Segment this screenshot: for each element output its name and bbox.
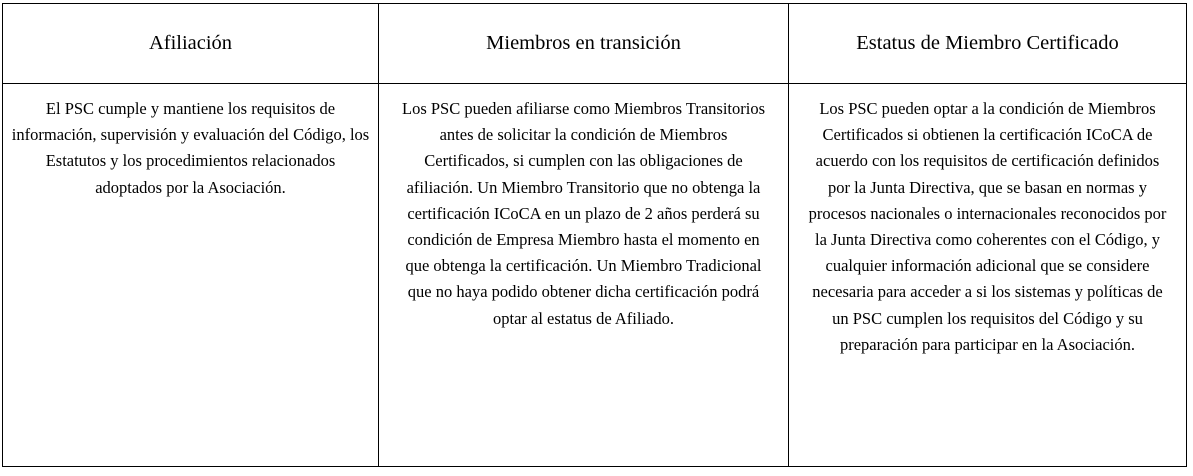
header-miembros-transicion: Miembros en transición [486,32,681,54]
body-cell-afiliacion: El PSC cumple y mantiene los requisitos de información, supervisión y evaluación del Código, los Estatutos y los procedimientos relacionados adoptados por la Asociación. [3,84,379,466]
body-cell-miembros-transicion: Los PSC pueden afiliarse como Miembros Transitorios antes de solicitar la condición de Miembros Certificados, si cumplen con las obligaciones de afiliación. Un Miembro Transitorio que no obtenga la certificación ICoCA en un plazo de 2 años perderá su condición de Empresa Miembro hasta el momento en que obtenga la certificación. Un Miembro Tradicional que no haya podido obtener dicha certificación podrá optar al estatus de Afiliado. [379,84,789,466]
header-cell-miembro-certificado [789,4,1186,84]
header-afiliacion: Afiliación [148,32,233,54]
header-cell-afiliacion [3,4,379,84]
membership-status-table [2,3,1187,467]
header-miembro-certificado: Estatus de Miembro Certificado [856,32,1119,54]
body-cell-miembro-certificado: Los PSC pueden optar a la condición de Miembros Certificados si obtienen la certificación ICoCA de acuerdo con los requisitos de certificación definidos por la Junta Directiva, que se basan en normas y procesos nacionales o internacionales reconocidos por la Junta Directiva como coherentes con el Código, y cualquier información adicional que se considere necesaria para acceder a si los sistemas y políticas de un PSC cumplen los requisitos del Código y su preparación para participar en la Asociación. [808,99,1167,354]
header-cell-miembros-transicion [379,4,789,84]
